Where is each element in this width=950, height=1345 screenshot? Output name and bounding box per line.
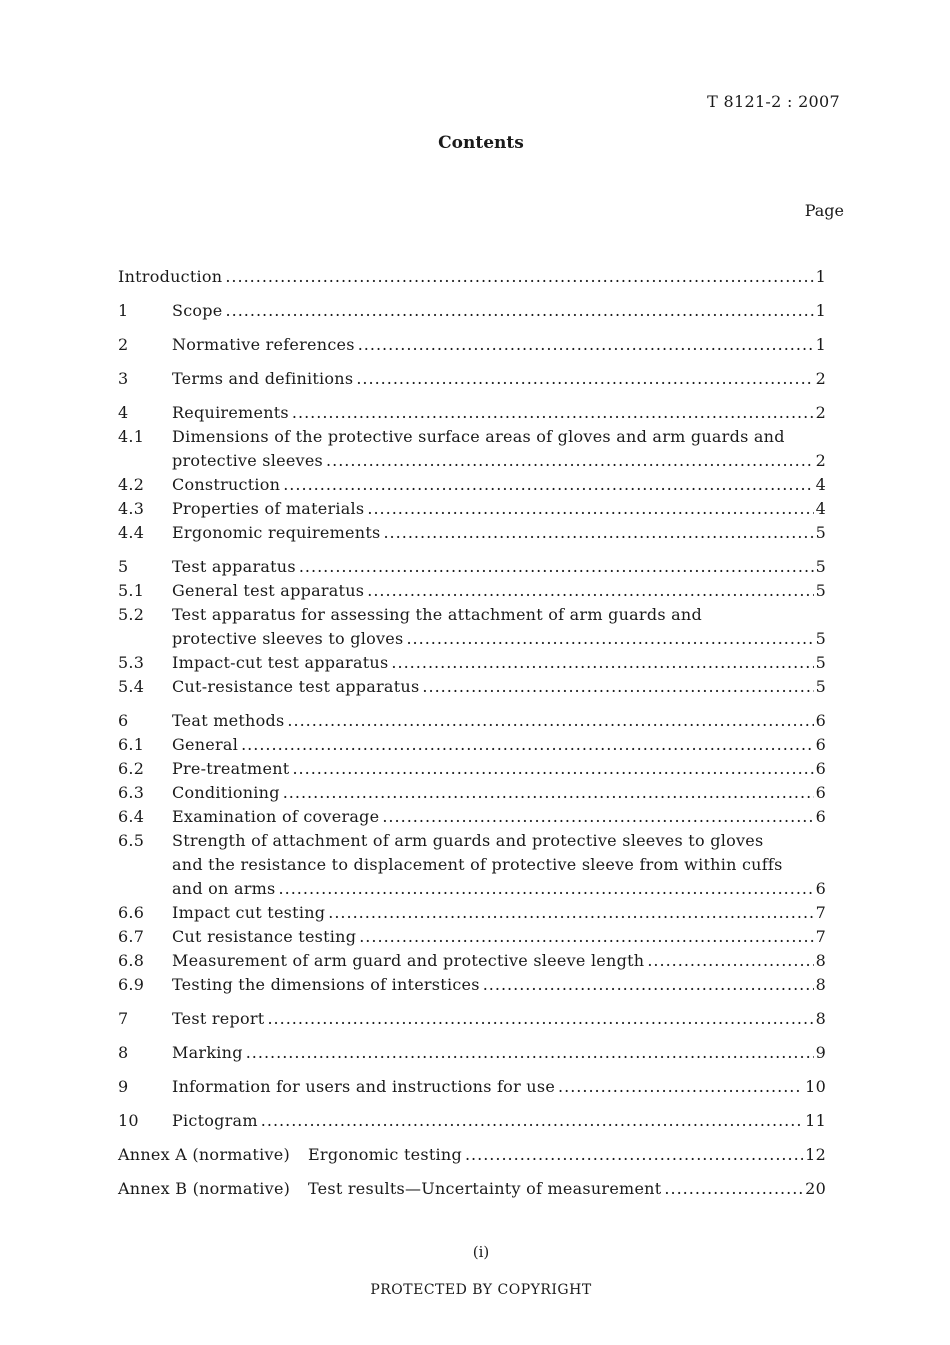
toc-line bbox=[172, 521, 826, 545]
dot-leader bbox=[225, 265, 813, 289]
toc-line bbox=[172, 1109, 826, 1133]
toc-entry-body bbox=[308, 1177, 826, 1201]
toc-page-number: 6 bbox=[815, 759, 826, 778]
toc-line bbox=[172, 829, 826, 853]
dot-leader bbox=[292, 757, 813, 781]
toc-line bbox=[172, 401, 826, 425]
toc-page-number: 6 bbox=[815, 879, 826, 898]
toc-entry[interactable] bbox=[118, 367, 826, 391]
toc-number: 5.3 bbox=[118, 653, 145, 672]
toc-entry-body bbox=[172, 805, 826, 829]
toc-entry-body bbox=[308, 1143, 826, 1167]
dot-leader bbox=[356, 367, 813, 391]
dot-leader bbox=[558, 1075, 803, 1099]
toc-number: 6.1 bbox=[118, 735, 145, 754]
toc-title: Construction bbox=[172, 475, 281, 494]
toc-page-number: 5 bbox=[815, 581, 826, 600]
toc-entry-body bbox=[172, 333, 826, 357]
toc-entry-body bbox=[172, 497, 826, 521]
dot-leader bbox=[422, 675, 813, 699]
toc-page-number: 2 bbox=[815, 369, 826, 388]
dot-leader bbox=[246, 1041, 814, 1065]
toc-line bbox=[172, 651, 826, 675]
toc-line bbox=[172, 1007, 826, 1031]
toc-entry-body bbox=[172, 973, 826, 997]
standard-code: T 8121-2 : 2007 bbox=[707, 92, 840, 111]
toc-line bbox=[172, 973, 826, 997]
toc-title: and on arms bbox=[172, 879, 276, 898]
toc-line bbox=[118, 265, 826, 289]
toc-number: 1 bbox=[118, 301, 129, 320]
toc-entry-body bbox=[172, 555, 826, 579]
toc-title: Impact cut testing bbox=[172, 903, 326, 922]
toc-entry[interactable] bbox=[118, 603, 826, 651]
toc-number: 4.2 bbox=[118, 475, 145, 494]
toc-title: Requirements bbox=[172, 403, 289, 422]
toc-title: and the resistance to displacement of protective sleeve from within cuffs bbox=[172, 855, 783, 874]
toc-entry-body bbox=[172, 603, 826, 651]
toc-line bbox=[172, 781, 826, 805]
toc-entry-body bbox=[172, 367, 826, 391]
toc-title: Impact-cut test apparatus bbox=[172, 653, 389, 672]
toc-page-number: 7 bbox=[815, 927, 826, 946]
toc-entry[interactable] bbox=[118, 1109, 826, 1133]
annex-title: Test results—Uncertainty of measurement bbox=[308, 1179, 662, 1198]
toc-entry-body bbox=[172, 1007, 826, 1031]
toc-entry-body bbox=[172, 925, 826, 949]
toc-line bbox=[172, 949, 826, 973]
toc-number: 6 bbox=[118, 711, 129, 730]
toc-title: Pictogram bbox=[172, 1111, 258, 1130]
annex-entry[interactable] bbox=[118, 1177, 826, 1201]
toc-title: Test apparatus for assessing the attachment of arm guards and bbox=[172, 605, 702, 624]
dot-leader bbox=[483, 973, 814, 997]
dot-leader bbox=[241, 733, 813, 757]
toc-entry-body bbox=[172, 579, 826, 603]
toc-entry[interactable] bbox=[118, 555, 826, 579]
toc-entry-body bbox=[172, 733, 826, 757]
toc-page-number: 8 bbox=[815, 951, 826, 970]
toc-title: protective sleeves bbox=[172, 451, 324, 470]
toc-line bbox=[172, 299, 826, 323]
toc-entry[interactable] bbox=[118, 579, 826, 603]
toc-line bbox=[172, 805, 826, 829]
dot-leader bbox=[283, 781, 814, 805]
toc-entry-body bbox=[172, 651, 826, 675]
toc-page-number: 5 bbox=[815, 523, 826, 542]
dot-leader bbox=[326, 449, 814, 473]
toc-entry[interactable] bbox=[118, 675, 826, 699]
toc-title: protective sleeves to gloves bbox=[172, 629, 404, 648]
dot-leader bbox=[664, 1177, 803, 1201]
toc-entry-body bbox=[172, 1075, 826, 1099]
dot-leader bbox=[287, 709, 813, 733]
toc-title: General test apparatus bbox=[172, 581, 365, 600]
annex-label: Annex B (normative) bbox=[118, 1179, 291, 1198]
toc-number: 6.4 bbox=[118, 807, 145, 826]
dot-leader bbox=[292, 401, 814, 425]
toc-title: General bbox=[172, 735, 239, 754]
toc-title: Marking bbox=[172, 1043, 243, 1062]
annex-title: Ergonomic testing bbox=[308, 1145, 462, 1164]
toc-entry[interactable] bbox=[118, 1075, 826, 1099]
table-of-contents bbox=[118, 265, 826, 1201]
toc-number: 9 bbox=[118, 1077, 129, 1096]
toc-number: 4.1 bbox=[118, 427, 145, 446]
toc-entry-body bbox=[172, 1109, 826, 1133]
toc-page-number: 1 bbox=[815, 301, 826, 320]
toc-page-number: 5 bbox=[815, 677, 826, 696]
toc-number: 6.3 bbox=[118, 783, 145, 802]
dot-leader bbox=[328, 901, 813, 925]
toc-number: 10 bbox=[118, 1111, 139, 1130]
toc-entry[interactable] bbox=[118, 265, 826, 289]
dot-leader bbox=[299, 555, 814, 579]
toc-page-number: 6 bbox=[815, 711, 826, 730]
toc-entry-body bbox=[172, 401, 826, 425]
toc-number: 4.4 bbox=[118, 523, 145, 542]
annex-entry[interactable] bbox=[118, 1143, 826, 1167]
toc-entry-body bbox=[172, 829, 826, 901]
toc-title: Normative references bbox=[172, 335, 355, 354]
toc-entry[interactable] bbox=[118, 521, 826, 545]
toc-page-number: 12 bbox=[805, 1145, 826, 1164]
toc-entry-body bbox=[172, 299, 826, 323]
toc-line bbox=[172, 425, 826, 449]
dot-leader bbox=[226, 299, 814, 323]
toc-page-number: 6 bbox=[815, 783, 826, 802]
toc-number: 4 bbox=[118, 403, 129, 422]
toc-number: 6.8 bbox=[118, 951, 145, 970]
toc-page-number: 11 bbox=[805, 1111, 826, 1130]
toc-entry[interactable] bbox=[118, 901, 826, 925]
toc-title: Properties of materials bbox=[172, 499, 365, 518]
toc-title: Teat methods bbox=[172, 711, 285, 730]
dot-leader bbox=[391, 651, 813, 675]
footer-page-number: (i) bbox=[472, 1243, 490, 1261]
dot-leader bbox=[267, 1007, 813, 1031]
toc-entry[interactable] bbox=[118, 497, 826, 521]
toc-line bbox=[172, 497, 826, 521]
toc-page-number: 8 bbox=[815, 975, 826, 994]
toc-entry[interactable] bbox=[118, 1007, 826, 1031]
dot-leader bbox=[261, 1109, 803, 1133]
toc-title: Testing the dimensions of interstices bbox=[172, 975, 480, 994]
toc-page-number: 2 bbox=[815, 451, 826, 470]
dot-leader bbox=[647, 949, 813, 973]
toc-number: 5 bbox=[118, 557, 129, 576]
toc-line bbox=[172, 709, 826, 733]
toc-line bbox=[172, 925, 826, 949]
toc-number: 4.3 bbox=[118, 499, 145, 518]
toc-page-number: 1 bbox=[815, 335, 826, 354]
toc-title: Conditioning bbox=[172, 783, 280, 802]
toc-number: 5.4 bbox=[118, 677, 145, 696]
toc-line bbox=[308, 1143, 826, 1167]
toc-title: Scope bbox=[172, 301, 223, 320]
toc-line bbox=[172, 473, 826, 497]
toc-entry[interactable] bbox=[118, 401, 826, 425]
toc-line bbox=[172, 757, 826, 781]
toc-entry[interactable] bbox=[118, 1041, 826, 1065]
toc-number: 6.9 bbox=[118, 975, 145, 994]
page-title: Contents bbox=[438, 133, 524, 153]
toc-entry[interactable] bbox=[118, 709, 826, 733]
dot-leader bbox=[358, 333, 814, 357]
toc-entry[interactable] bbox=[118, 925, 826, 949]
toc-title: Terms and definitions bbox=[172, 369, 354, 388]
toc-entry-body bbox=[172, 1041, 826, 1065]
dot-leader bbox=[367, 497, 813, 521]
toc-entry[interactable] bbox=[118, 473, 826, 497]
toc-line bbox=[308, 1177, 826, 1201]
dot-leader bbox=[465, 1143, 803, 1167]
toc-line bbox=[172, 603, 826, 627]
toc-page-number: 9 bbox=[815, 1043, 826, 1062]
dot-leader bbox=[283, 473, 813, 497]
toc-line bbox=[172, 555, 826, 579]
toc-line bbox=[172, 1075, 826, 1099]
toc-line bbox=[172, 877, 826, 901]
toc-entry-body bbox=[172, 901, 826, 925]
toc-title: Pre-treatment bbox=[172, 759, 290, 778]
toc-entry[interactable] bbox=[118, 829, 826, 901]
toc-page-number: 6 bbox=[815, 735, 826, 754]
toc-title: Test report bbox=[172, 1009, 265, 1028]
toc-title: Introduction bbox=[118, 267, 223, 286]
copyright-notice: PROTECTED BY COPYRIGHT bbox=[370, 1282, 592, 1298]
toc-number: 6.2 bbox=[118, 759, 145, 778]
toc-number: 2 bbox=[118, 335, 129, 354]
toc-page-number: 2 bbox=[815, 403, 826, 422]
toc-entry[interactable] bbox=[118, 973, 826, 997]
toc-entry-body bbox=[172, 473, 826, 497]
page-column-label: Page bbox=[804, 201, 844, 220]
dot-leader bbox=[359, 925, 813, 949]
toc-entry[interactable] bbox=[118, 299, 826, 323]
toc-title: Examination of coverage bbox=[172, 807, 380, 826]
toc-page-number: 4 bbox=[815, 475, 826, 494]
dot-leader bbox=[406, 627, 813, 651]
dot-leader bbox=[367, 579, 813, 603]
toc-entry-body bbox=[172, 949, 826, 973]
toc-number: 7 bbox=[118, 1009, 129, 1028]
toc-number: 5.2 bbox=[118, 605, 145, 624]
toc-entry[interactable] bbox=[118, 651, 826, 675]
toc-page-number: 1 bbox=[815, 267, 826, 286]
toc-page-number: 20 bbox=[805, 1179, 826, 1198]
toc-line bbox=[172, 675, 826, 699]
toc-entry-body bbox=[118, 265, 826, 289]
toc-page-number: 6 bbox=[815, 807, 826, 826]
toc-entry[interactable] bbox=[118, 757, 826, 781]
toc-line bbox=[172, 627, 826, 651]
toc-page-number: 5 bbox=[815, 653, 826, 672]
toc-title: Cut-resistance test apparatus bbox=[172, 677, 420, 696]
toc-entry[interactable] bbox=[118, 733, 826, 757]
toc-entry-body bbox=[172, 757, 826, 781]
toc-title: Test apparatus bbox=[172, 557, 296, 576]
toc-line bbox=[172, 449, 826, 473]
toc-entry[interactable] bbox=[118, 781, 826, 805]
toc-number: 6.5 bbox=[118, 831, 145, 850]
toc-entry-body bbox=[172, 425, 826, 473]
toc-number: 8 bbox=[118, 1043, 129, 1062]
toc-entry[interactable] bbox=[118, 949, 826, 973]
toc-title: Information for users and instructions for use bbox=[172, 1077, 556, 1096]
toc-entry[interactable] bbox=[118, 805, 826, 829]
toc-line bbox=[172, 333, 826, 357]
toc-entry-body bbox=[172, 781, 826, 805]
toc-number: 3 bbox=[118, 369, 129, 388]
toc-title: Dimensions of the protective surface areas of gloves and arm guards and bbox=[172, 427, 785, 446]
toc-line bbox=[172, 901, 826, 925]
toc-title: Strength of attachment of arm guards and protective sleeves to gloves bbox=[172, 831, 764, 850]
toc-line bbox=[172, 1041, 826, 1065]
dot-leader bbox=[279, 877, 814, 901]
toc-line bbox=[172, 733, 826, 757]
toc-line bbox=[172, 367, 826, 391]
toc-title: Ergonomic requirements bbox=[172, 523, 381, 542]
toc-number: 6.6 bbox=[118, 903, 145, 922]
toc-entry[interactable] bbox=[118, 333, 826, 357]
toc-page-number: 10 bbox=[805, 1077, 826, 1096]
annex-label: Annex A (normative) bbox=[118, 1145, 290, 1164]
toc-page-number: 5 bbox=[815, 557, 826, 576]
toc-line bbox=[172, 853, 826, 877]
toc-entry-body bbox=[172, 521, 826, 545]
toc-number: 6.7 bbox=[118, 927, 145, 946]
toc-page-number: 4 bbox=[815, 499, 826, 518]
toc-title: Measurement of arm guard and protective sleeve length bbox=[172, 951, 645, 970]
toc-page-number: 8 bbox=[815, 1009, 826, 1028]
dot-leader bbox=[383, 521, 813, 545]
toc-entry[interactable] bbox=[118, 425, 826, 473]
toc-title: Cut resistance testing bbox=[172, 927, 357, 946]
toc-page-number: 5 bbox=[815, 629, 826, 648]
dot-leader bbox=[382, 805, 813, 829]
toc-entry-body bbox=[172, 709, 826, 733]
toc-page-number: 7 bbox=[815, 903, 826, 922]
toc-number: 5.1 bbox=[118, 581, 145, 600]
toc-line bbox=[172, 579, 826, 603]
toc-entry-body bbox=[172, 675, 826, 699]
